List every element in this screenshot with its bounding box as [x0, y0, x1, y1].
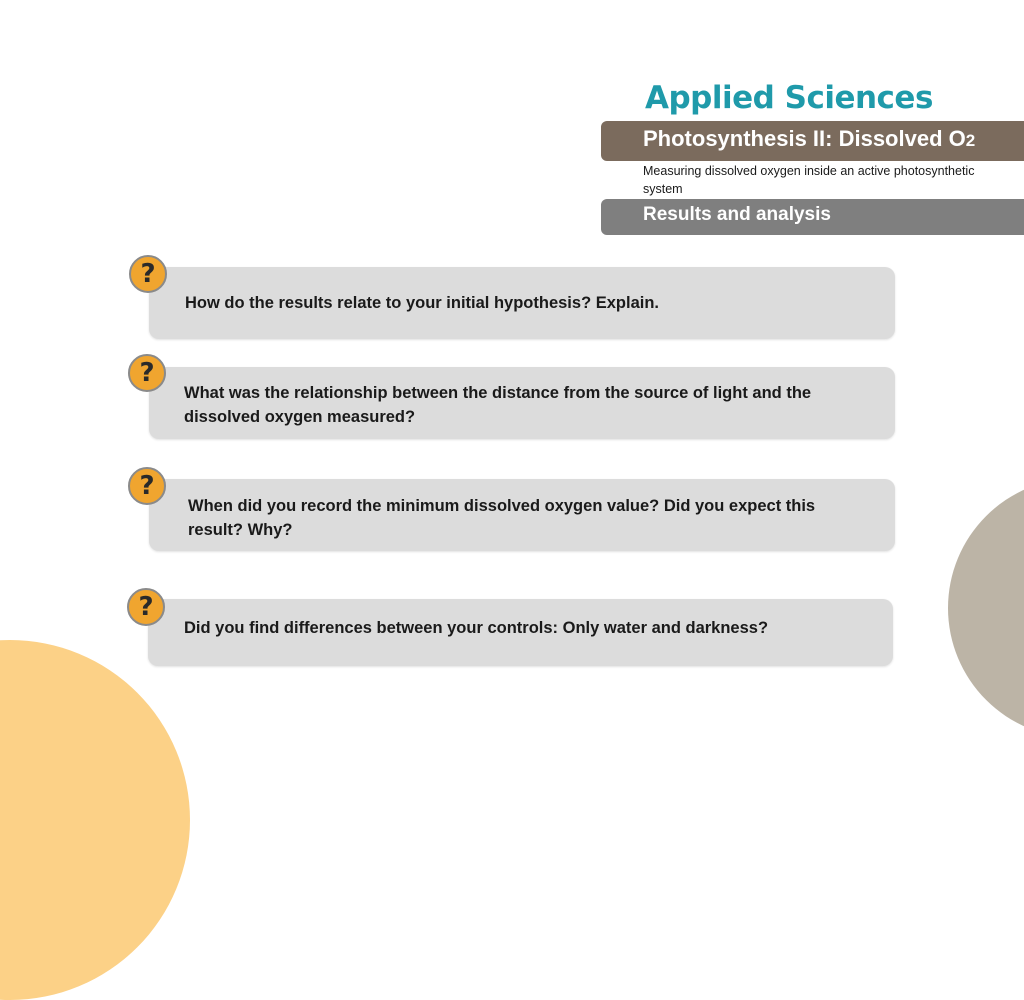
- question-text: When did you record the minimum dissolved oxygen value? Did you expect this result? Why?: [188, 497, 816, 539]
- slide-title-subscript: 2: [965, 131, 976, 150]
- decorative-circle-right: [948, 478, 1024, 738]
- question-text: How do the results relate to your initial hypothesis? Explain.: [185, 294, 659, 312]
- slide-title-main: Photosynthesis II: Dissolved O: [643, 126, 966, 151]
- question-text: Did you find differences between your controls: Only water and darkness?: [184, 619, 769, 637]
- brand-title: Applied Sciences: [645, 80, 933, 116]
- question-text: What was the relationship between the distance from the source of light and the dissolved oxygen measured?: [184, 384, 812, 426]
- decorative-circle-left: [0, 640, 190, 1000]
- section-title: Results and analysis: [643, 204, 831, 225]
- question-mark-icon: ?: [127, 588, 165, 626]
- slide-subtitle: Measuring dissolved oxygen inside an active photosynthetic system: [643, 164, 975, 196]
- question-mark-icon: ?: [129, 255, 167, 293]
- slide-title: [643, 126, 975, 152]
- question-mark-icon: ?: [128, 354, 166, 392]
- question-mark-icon: ?: [128, 467, 166, 505]
